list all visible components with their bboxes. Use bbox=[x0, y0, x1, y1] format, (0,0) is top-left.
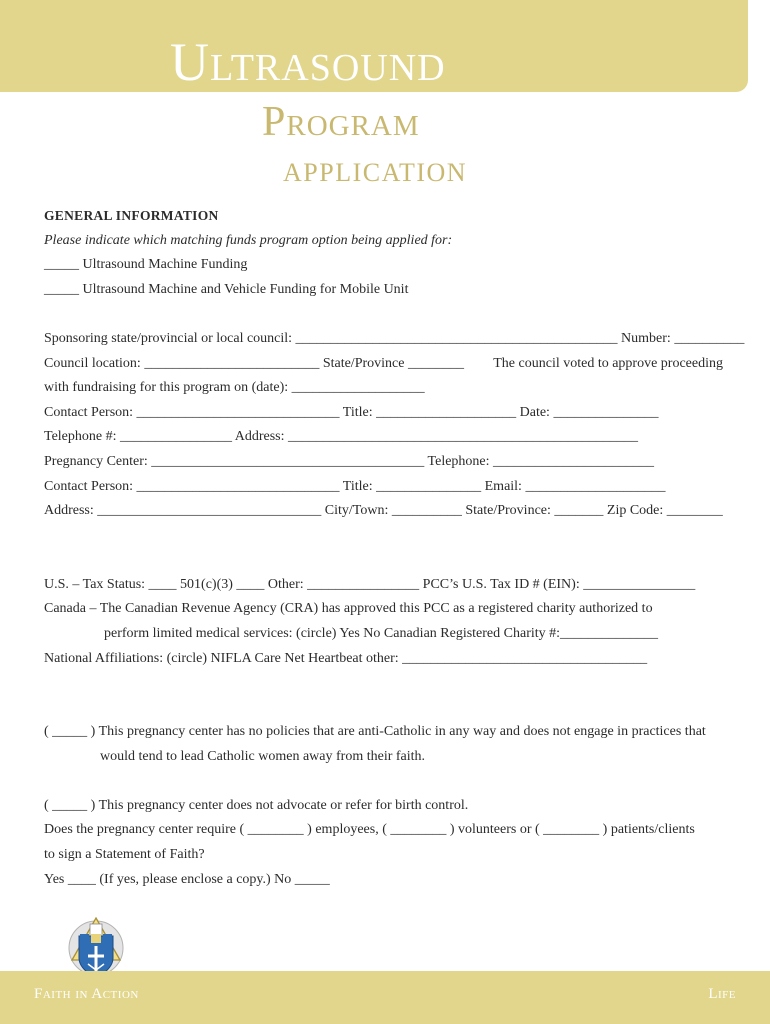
instruction-text: Please indicate which matching funds program option being applied for: bbox=[44, 233, 453, 248]
center-contact-row[interactable]: Contact Person: _____________________________ Title: _______________ Email: ____________________ bbox=[44, 479, 666, 494]
footer-left-text: Faith in Action bbox=[34, 986, 139, 1002]
canada-charity-row[interactable]: perform limited medical services: (circle) Yes No Canadian Registered Charity #:______________ bbox=[104, 626, 659, 641]
council-location-field[interactable]: Council location: _________________________ State/Province ________ bbox=[44, 356, 464, 371]
council-location-row bbox=[44, 355, 723, 373]
canada-cra-text: Canada – The Canadian Revenue Agency (CRA) has approved this PCC as a registered charity authorized to bbox=[44, 601, 653, 616]
faith-copy-row[interactable]: Yes ____ (If yes, please enclose a copy.) No _____ bbox=[44, 872, 330, 887]
option-mobile-unit-funding[interactable]: _____ Ultrasound Machine and Vehicle Funding for Mobile Unit bbox=[44, 282, 409, 297]
contact-person-row[interactable]: Contact Person: _____________________________ Title: ____________________ Date: _______________ bbox=[44, 405, 659, 420]
page-subtitle: Program bbox=[262, 99, 420, 145]
telephone-address-row[interactable]: Telephone #: ________________ Address: __________________________________________________ bbox=[44, 429, 638, 444]
section-heading-general: GENERAL INFORMATION bbox=[44, 208, 219, 223]
footer-right-text: Life bbox=[708, 986, 736, 1002]
birth-control-policy-check[interactable]: ( _____ ) This pregnancy center does not advocate or refer for birth control. bbox=[44, 798, 469, 813]
us-tax-status-row[interactable]: U.S. – Tax Status: ____ 501(c)(3) ____ Other: ________________ PCC’s U.S. Tax ID # (EIN): ________________ bbox=[44, 577, 696, 592]
anti-catholic-policy-cont: would tend to lead Catholic women away from their faith. bbox=[100, 749, 426, 764]
national-affiliations-row[interactable]: National Affiliations: (circle) NIFLA Care Net Heartbeat other: ___________________________________ bbox=[44, 651, 648, 666]
center-address-row[interactable]: Address: ________________________________ City/Town: __________ State/Province: _______ Zip Code: ________ bbox=[44, 503, 723, 518]
option-machine-funding[interactable]: _____ Ultrasound Machine Funding bbox=[44, 257, 248, 272]
anti-catholic-policy-check[interactable]: ( _____ ) This pregnancy center has no policies that are anti-Catholic in any way and does not engage in practices that bbox=[44, 724, 706, 739]
statement-of-faith-cont: to sign a Statement of Faith? bbox=[44, 847, 205, 862]
sponsoring-council-field[interactable]: Sponsoring state/provincial or local council: ______________________________________________ Number: __________ bbox=[44, 331, 745, 346]
form-name: APPLICATION bbox=[283, 158, 468, 187]
pregnancy-center-row[interactable]: Pregnancy Center: _______________________________________ Telephone: _______________________ bbox=[44, 454, 655, 469]
council-vote-text: The council voted to approve proceeding bbox=[493, 356, 723, 371]
page-title: Ultrasound bbox=[170, 32, 446, 92]
vote-date-field[interactable]: with fundraising for this program on (date): ___________________ bbox=[44, 380, 425, 395]
statement-of-faith-row[interactable]: Does the pregnancy center require ( ________ ) employees, ( ________ ) volunteers or ( ________ ) patients/clients bbox=[44, 822, 695, 837]
